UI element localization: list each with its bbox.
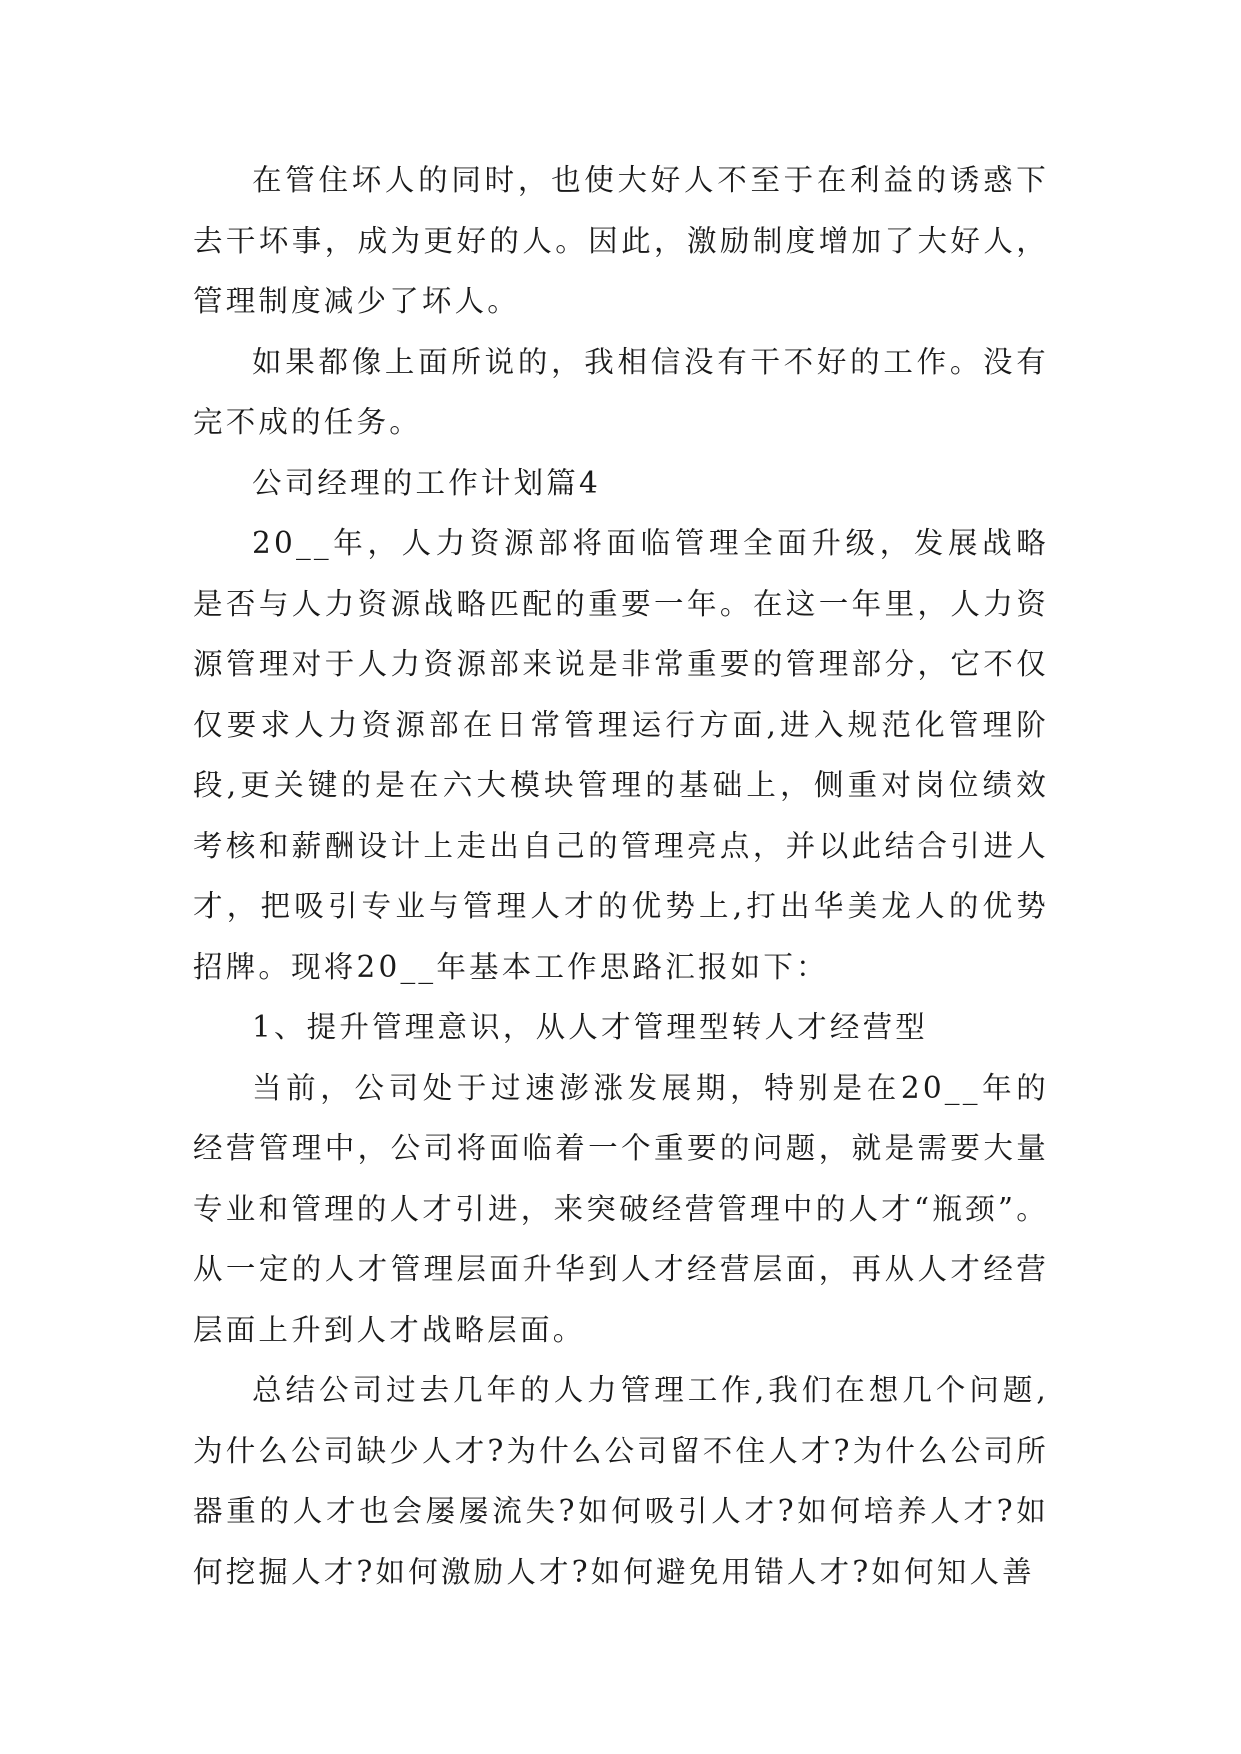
paragraph-4: 当前，公司处于过速澎涨发展期，特别是在20__年的经营管理中，公司将面临着一个重要的问题，就是需要大量专业和管理的人才引进，来突破经营管理中的人才“瓶颈”。从一定的人才管理层面升华到人才经营层面，再从人才经营层面上升到人才战略层面。	[193, 1070, 1049, 1347]
document-body	[193, 150, 1049, 1602]
list-item-1-heading: 1、提升管理意识，从人才管理型转人才经营型	[252, 1010, 928, 1044]
section-heading: 公司经理的工作计划篇4	[252, 465, 601, 500]
paragraph-2: 如果都像上面所说的，我相信没有干不好的工作。没有完不成的任务。	[193, 344, 1049, 439]
paragraph-5: 总结公司过去几年的人力管理工作,我们在想几个问题,为什么公司缺少人才?为什么公司留不住人才?为什么公司所器重的人才也会屡屡流失?如何吸引人才?如何培养人才?如何挖掘人才?如何激励人才?如何避免用错人才?如何知人善	[193, 1373, 1049, 1589]
paragraph-1: 在管住坏人的同时，也使大好人不至于在利益的诱惑下去干坏事，成为更好的人。因此，激励制度增加了大好人，管理制度减少了坏人。	[193, 163, 1049, 318]
paragraph-3: 20__年，人力资源部将面临管理全面升级，发展战略是否与人力资源战略匹配的重要一年。在这一年里，人力资源管理对于人力资源部来说是非常重要的管理部分，它不仅仅要求人力资源部在日常管理运行方面,进入规范化管理阶段,更关键的是在六大模块管理的基础上，侧重对岗位绩效考核和薪酬设计上走出自己的管理亮点，并以此结合引进人才，把吸引专业与管理人才的优势上,打出华美龙人的优势招牌。现将20__年基本工作思路汇报如下：	[193, 526, 1049, 984]
